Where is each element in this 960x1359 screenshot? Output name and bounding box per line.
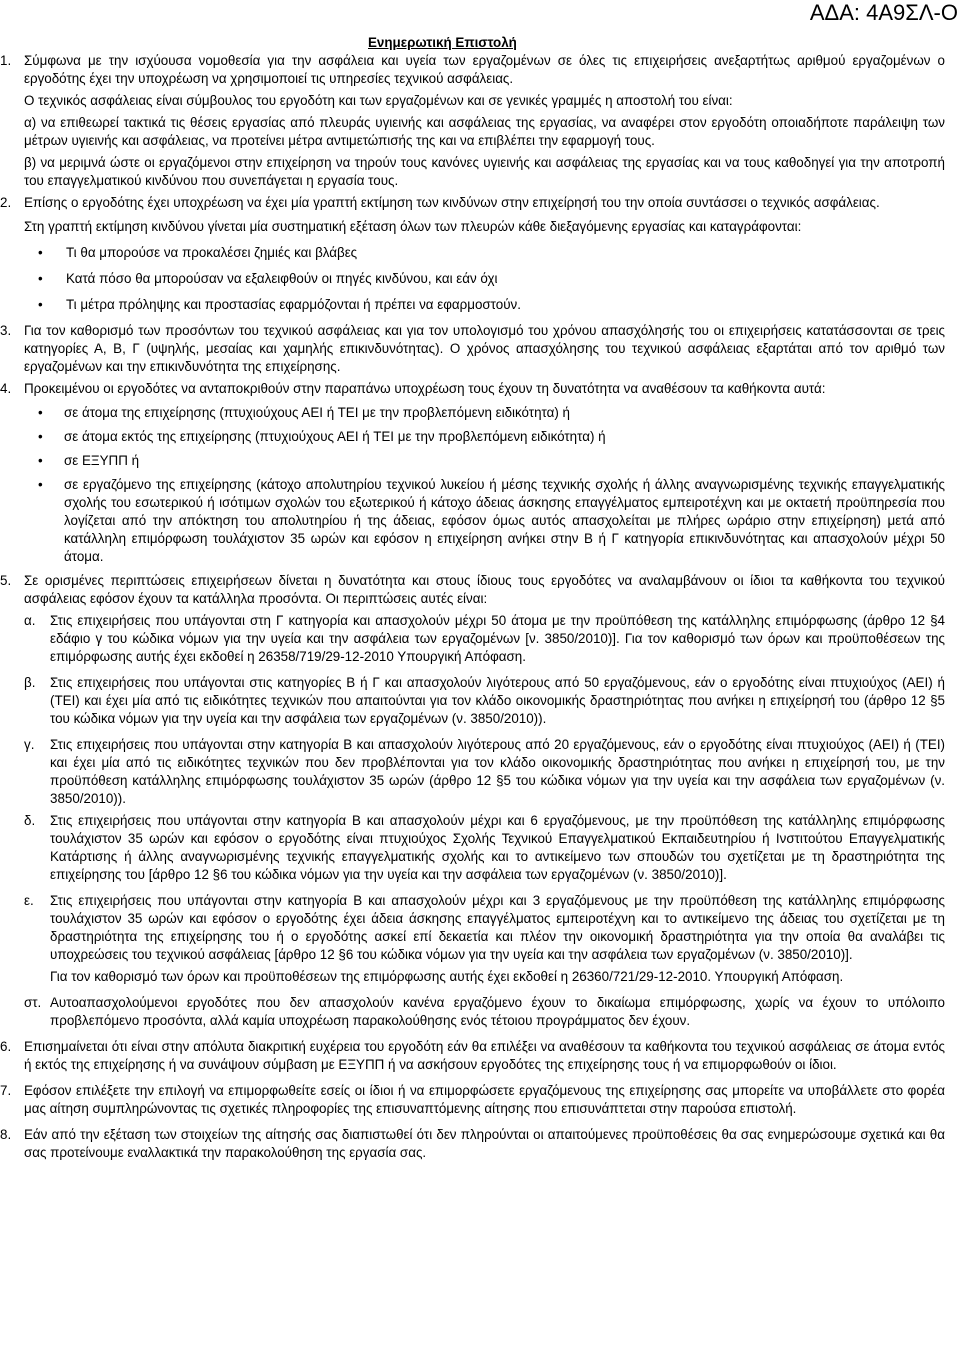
item-text: Στις επιχειρήσεις που υπάγονται στη Γ κατηγορία και απασχολούν μέχρι 50 άτομα με την προϋπόθεση της κατάλληλης επιμόρφωσης (άρθρο 12 §4 εδάφιο γ του κώδικα νόμων για την υγεία και την ασφάλεια των εργαζομένων [ν. 3850/2010)]. Για τον καθορισμό των όρων και προϋποθέσεων της επιμόρφωσης αυτής έχει εκδοθεί η 26358/719/29-12-2010 Υπουργική Απόφαση. xyxy=(50,613,945,664)
item-text: Στις επιχειρήσεις που υπάγονται στην κατηγορία Β και απασχολούν μέχρι και 3 εργαζόμενους με την προϋπόθεση της κατάλληλης επιμόρφωσης τουλάχιστον 35 ωρών και εφόσον ο εργοδότης έχει άδεια άσκησης επαγγέλματος εμπειροτέχνη και το αντικείμενο της άδειας του σχετίζεται με τη δραστηριότητα της επιχείρησης του ή ο εργοδότης ασκεί επί δεκαετία και πλέον την οικονομική δραστηριότητα για την οποία θα αναλάβει τις υποχρεώσεις του τεχνικού ασφάλειας [άρθρο 12 §6 του κώδικα νόμων για την υγεία και την ασφάλεια των εργαζομένων (ν. 3850/2010)]. xyxy=(50,893,945,962)
section-5-intro: Σε ορισμένες περιπτώσεις επιχειρήσεων δίνεται η δυνατότητα και στους ίδιους τους εργοδότες να αναλαμβάνουν οι ίδιοι τα καθήκοντα του τεχνικού ασφάλειας εφόσον έχουν τα κατάλληλα προσόντα. Οι περιπτώσεις αυτές είναι: xyxy=(24,573,945,606)
item-label: γ. xyxy=(24,737,35,752)
section-number: 4. xyxy=(0,381,12,396)
section-number: 6. xyxy=(0,1039,12,1054)
bullet-icon: • xyxy=(38,429,43,444)
bullet-icon: • xyxy=(38,477,43,492)
section-5-item-a xyxy=(0,612,945,666)
section-1-mission: Ο τεχνικός ασφάλειας είναι σύμβουλος του εργοδότη και των εργαζομένων και σε γενικές γραμμές η αποστολή του είναι: xyxy=(24,93,733,108)
item-label: ε. xyxy=(24,893,34,908)
section-number: 1. xyxy=(0,53,12,68)
list-item: • σε άτομα εκτός της επιχείρησης (πτυχιούχους ΑΕΙ ή ΤΕΙ με την προβλεπόμενη ειδικότητα) ή xyxy=(38,429,606,444)
list-item: • σε ΕΞΥΠΠ ή xyxy=(38,453,140,468)
section-number: 5. xyxy=(0,573,12,588)
document-body xyxy=(0,52,945,1162)
section-number: 7. xyxy=(0,1083,12,1098)
section-number: 2. xyxy=(0,195,12,210)
section-7-text: Εφόσον επιλέξετε την επιλογή να επιμορφωθείτε εσείς οι ίδιοι ή να επιμορφώσετε εργαζόμενους της επιχείρησης σας μπορείτε να υποβάλλετε στο φορέα μας αίτηση συμπληρώνοντας τις σχετικές πληροφορίες της επισυναπτόμενης αίτησης που επισυνάπτεται στην παρούσα επιστολή. xyxy=(24,1083,945,1116)
item-extra: Για τον καθορισμό των όρων και προϋποθέσεων της επιμόρφωσης αυτής έχει εκδοθεί η 26360/721/29-12-2010. Υπουργική Απόφαση. xyxy=(50,969,844,984)
item-text: Στις επιχειρήσεις που υπάγονται στις κατηγορίες Β ή Γ και απασχολούν λιγότερους από 50 εργαζόμενους, εάν ο εργοδότης είναι πτυχιούχος (ΑΕΙ) ή (ΤΕΙ) και έχει μία από τις ειδικότητες τεχνικών που απαιτούνται για τον κλάδο οικονομικής δραστηριότητας που ανήκει η επιχείρησή του (άρθρο 12 §5 του κώδικα νόμων για την υγεία και την ασφάλεια των εργαζομένων (ν. 3850/2010)). xyxy=(50,675,945,726)
item-text: Στις επιχειρήσεις που υπάγονται στην κατηγορία Β και απασχολούν λιγότερους από 20 εργαζόμενους, εάν ο εργοδότης είναι πτυχιούχος (ΑΕΙ) ή (ΤΕΙ) και έχει μία από τις ειδικότητες τεχνικών που δεν προβλέπονται για τον κλάδο οικονομικής δραστηριότητας που ανήκει η επιχείρησή του, με την προϋπόθεση κατάλληλης επιμόρφωσης τουλάχιστον 35 ωρών (άρθρο 12 §5 του κώδικα νόμων για την υγεία και την ασφάλεια των εργαζομένων (ν. 3850/2010)). xyxy=(50,737,945,806)
list-item: • Τι θα μπορούσε να προκαλέσει ζημιές και βλάβες xyxy=(38,245,358,260)
item-label: στ. xyxy=(24,995,42,1010)
bullet-icon: • xyxy=(38,245,43,260)
item-label: β. xyxy=(24,675,36,690)
section-5-item-d xyxy=(0,812,945,884)
section-5-item-f xyxy=(0,994,945,1030)
bullet-icon: • xyxy=(38,297,43,312)
section-5-item-b xyxy=(0,674,945,728)
section-5-item-e xyxy=(0,892,945,986)
bullet-icon: • xyxy=(38,453,43,468)
section-4 xyxy=(0,380,945,398)
section-2-intro: Επίσης ο εργοδότης έχει υποχρέωση να έχει μία γραπτή εκτίμηση των κινδύνων στην επιχείρησή του την οποία συντάσσει ο τεχνικός ασφάλειας. xyxy=(24,195,880,210)
section-5 xyxy=(0,572,945,608)
section-4-intro: Προκειμένου οι εργοδότες να ανταποκριθούν στην παραπάνω υποχρέωση τους έχουν τη δυνατότητα να αναθέσουν τα καθήκοντα αυτά: xyxy=(24,381,826,396)
list-item: • σε εργαζόμενο της επιχείρησης (κάτοχο απολυτηρίου τεχνικού λυκείου ή μέσης τεχνικής σχολής ή άλλης αναγνωρισμένης τεχνικής επαγγελματικής σχολής του εσωτερικού ή ισότιμων σχολών του εξωτερικού ή κάτοχο άδειας άσκησης επαγγέλματος εμπειροτέχνη και με οκταετή προϋπηρεσία που λογίζεται από την απόκτηση του απολυτηρίου ή της άδειας, εφόσον όμως αυτός απασχολείται με πλήρες ωράριο στην επιχείρηση) μετά από κατάλληλη επιμόρφωση τουλάχιστον 35 ωρών και εφόσον η επιχείρηση ανήκει στην Β ή Γ κατηγορία επικινδυνότητας και απασχολούν μέχρι 50 άτομα. xyxy=(38,477,945,564)
list-item: • Κατά πόσο θα μπορούσαν να εξαλειφθούν οι πηγές κινδύνου, και εάν όχι xyxy=(38,271,498,286)
section-7 xyxy=(0,1082,945,1118)
section-number: 8. xyxy=(0,1127,12,1142)
section-5-item-c xyxy=(0,736,945,808)
section-3-text: Για τον καθορισμό των προσόντων του τεχνικού ασφάλειας και για τον υπολογισμό του χρόνου απασχόλησής του οι επιχειρήσεις κατατάσσονται σε τρεις κατηγορίες Α, Β, Γ (υψηλής, μεσαίας και χαμηλής επικινδυνότητας). Ο χρόνος απασχόλησης του τεχνικού ασφάλειας εξαρτάται από τον αριθμό των εργαζομένων και την επικινδυνότητα της επιχείρησης. xyxy=(24,323,945,374)
section-1 xyxy=(0,52,945,88)
item-text: Αυτοαπασχολούμενοι εργοδότες που δεν απασχολούν κανένα εργαζόμενο έχουν το δικαίωμα επιμόρφωσης, χωρίς να έχουν το υπόλοιπο προβλεπόμενο προσόντα, αλλά καμία υποχρέωση παρακολούθησης ενός τέτοιου προγράμματος δεν έχουν. xyxy=(50,995,945,1028)
section-6 xyxy=(0,1038,945,1074)
section-4-bullet-list xyxy=(0,404,945,566)
list-item: • σε άτομα της επιχείρησης (πτυχιούχους ΑΕΙ ή ΤΕΙ με την προβλεπόμενη ειδικότητα) ή xyxy=(38,405,571,420)
item-label: α. xyxy=(24,613,36,628)
section-1-intro: Σύμφωνα με την ισχύουσα νομοθεσία για την ασφάλεια και υγεία των εργαζομένων σε όλες τις επιχειρήσεις ανεξαρτήτως αριθμού εργαζομένων ο εργοδότης έχει την υποχρέωση να χρησιμοποιεί τις υπηρεσίες τεχνικού ασφάλειας. xyxy=(24,53,945,86)
section-8 xyxy=(0,1126,945,1162)
item-label: δ. xyxy=(24,813,36,828)
section-2 xyxy=(0,194,945,212)
bullet-icon: • xyxy=(38,405,43,420)
section-2-assessment: Στη γραπτή εκτίμηση κινδύνου γίνεται μία συστηματική εξέταση όλων των πλευρών κάθε διεξαγόμενης εργασίας και καταγράφονται: xyxy=(24,219,802,234)
section-6-text: Επισημαίνεται ότι είναι στην απόλυτα διακριτική ευχέρεια του εργοδότη εάν θα επιλέξει να αναθέσουν τα καθήκοντα του τεχνικού ασφάλειας σε άτομα εντός ή εκτός της επιχείρησης ή να συνάψουν σύμβαση με ΕΞΥΠΠ ή να ασκήσουν εργοδότες της επιχείρησης τους ή να επιμορφωθούν οι ίδιοι. xyxy=(24,1039,945,1072)
item-text: Στις επιχειρήσεις που υπάγονται στην κατηγορία Β και απασχολούν μέχρι και 6 εργαζόμενους, με την προϋπόθεση της κατάλληλης επιμόρφωσης τουλάχιστον 35 ωρών και εφόσον ο εργοδότης είναι πτυχιούχος Σχολής Τεχνικού Επαγγελματικού Εκπαιδευτηρίου ή Ινστιτούτου Επαγγελματικής Κατάρτισης ή άλλης αναγνωρισμένης τεχνικής επαγγελματικής σχολής και το αντικείμενο των σπουδών του σχετίζεται με τη δραστηριότητα της επιχείρησης του [άρθρο 12 §6 του κώδικα νόμων για την υγεία και την ασφάλεια των εργαζομένων (ν. 3850/2010)]. xyxy=(50,813,945,882)
section-3 xyxy=(0,322,945,376)
section-1-duty-b: β) να μεριμνά ώστε οι εργαζόμενοι στην επιχείρηση να τηρούν τους κανόνες υγιεινής και ασφάλειας της εργασίας και να τους καθοδηγεί για την αποτροπή του επαγγελματικού κινδύνου που συνεπάγεται η εργασία τους. xyxy=(24,155,945,188)
bullet-icon: • xyxy=(38,271,43,286)
document-title: Ενημερωτική Επιστολή xyxy=(368,35,517,50)
section-number: 3. xyxy=(0,323,12,338)
ada-code: ΑΔΑ: 4Α9ΣΛ-Ο xyxy=(809,0,958,25)
section-2-bullet-list xyxy=(0,244,945,314)
section-8-text: Εάν από την εξέταση των στοιχείων της αίτησής σας διαπιστωθεί ότι δεν πληρούνται οι απαιτούμενες προϋποθέσεις θα σας ενημερώσουμε σχετικά και θα σας προτείνουμε εναλλακτικά την παρακολούθηση της εργασία σας. xyxy=(24,1127,945,1160)
list-item: • Τι μέτρα πρόληψης και προστασίας εφαρμόζονται ή πρέπει να εφαρμοστούν. xyxy=(38,297,521,312)
section-1-duty-a: α) να επιθεωρεί τακτικά τις θέσεις εργασίας από πλευράς υγιεινής και ασφάλειας της εργασίας, να αναφέρει στον εργοδότη οποιαδήποτε παράλειψη των μέτρων υγιεινής και ασφάλειας, να προτείνει μέτρα αντιμετώπισής της και να επιβλέπει την εφαρμογή τους. xyxy=(24,115,945,148)
